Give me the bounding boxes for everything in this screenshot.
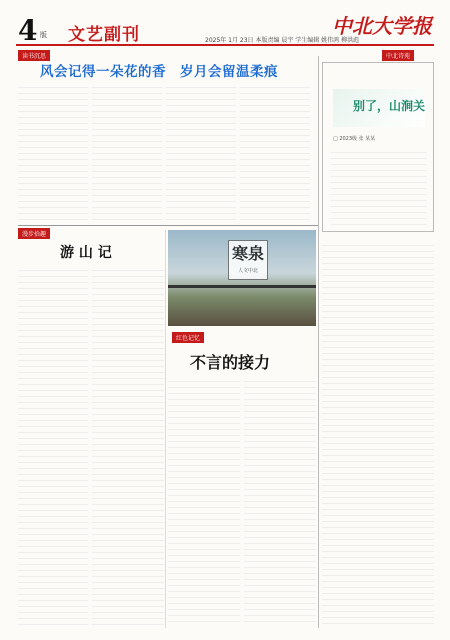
lead-headline: 风会记得一朵花的香 岁月会留温柔痕 xyxy=(40,64,278,80)
travel-col-2 xyxy=(92,265,164,625)
section-title: 文艺副刊 xyxy=(68,25,140,45)
relay-article-title: 不言的接力 xyxy=(190,353,271,372)
tag-red-memory: 红色记忆 xyxy=(172,332,204,343)
relay-col-2 xyxy=(244,376,316,626)
poster-subtitle: 人文中北 xyxy=(237,268,258,274)
column-divider-right xyxy=(318,56,319,628)
poster-title: 寒泉 xyxy=(231,244,264,263)
travel-article-title: 游 山 记 xyxy=(60,245,112,261)
right-col-text xyxy=(322,240,434,625)
film-poster-photo xyxy=(168,230,316,326)
page-number: 4 xyxy=(18,14,38,47)
dateline: 2025年 1月 23日 本版责编 晨宇 学生编辑 姚伟鸿 柳洪彪 xyxy=(205,37,360,44)
relay-col-1 xyxy=(168,376,240,626)
lead-col-1 xyxy=(18,82,88,222)
travel-col-1 xyxy=(18,265,88,625)
lead-col-2 xyxy=(92,82,162,222)
divider xyxy=(18,225,318,226)
column-divider-left xyxy=(165,230,166,628)
lead-col-3 xyxy=(166,82,236,222)
poem-box xyxy=(322,62,434,232)
tag-reading: 读书沉思 xyxy=(18,50,50,61)
railway-track xyxy=(168,285,316,288)
poem-text xyxy=(331,147,427,227)
paper-logo: 中北大学报 xyxy=(332,14,432,38)
tag-travel: 漫步拾趣 xyxy=(18,228,50,239)
tag-poetry: 中北诗苑 xyxy=(382,50,414,61)
masthead xyxy=(0,0,450,52)
masthead-rule xyxy=(16,44,434,46)
poster-title-box xyxy=(228,240,268,280)
poem-title: 别了，山涧关 xyxy=(353,99,426,113)
poem-author: □ 2023级 张 某某 xyxy=(333,136,376,142)
page-unit: 版 xyxy=(40,31,47,39)
lead-col-4 xyxy=(240,82,310,222)
